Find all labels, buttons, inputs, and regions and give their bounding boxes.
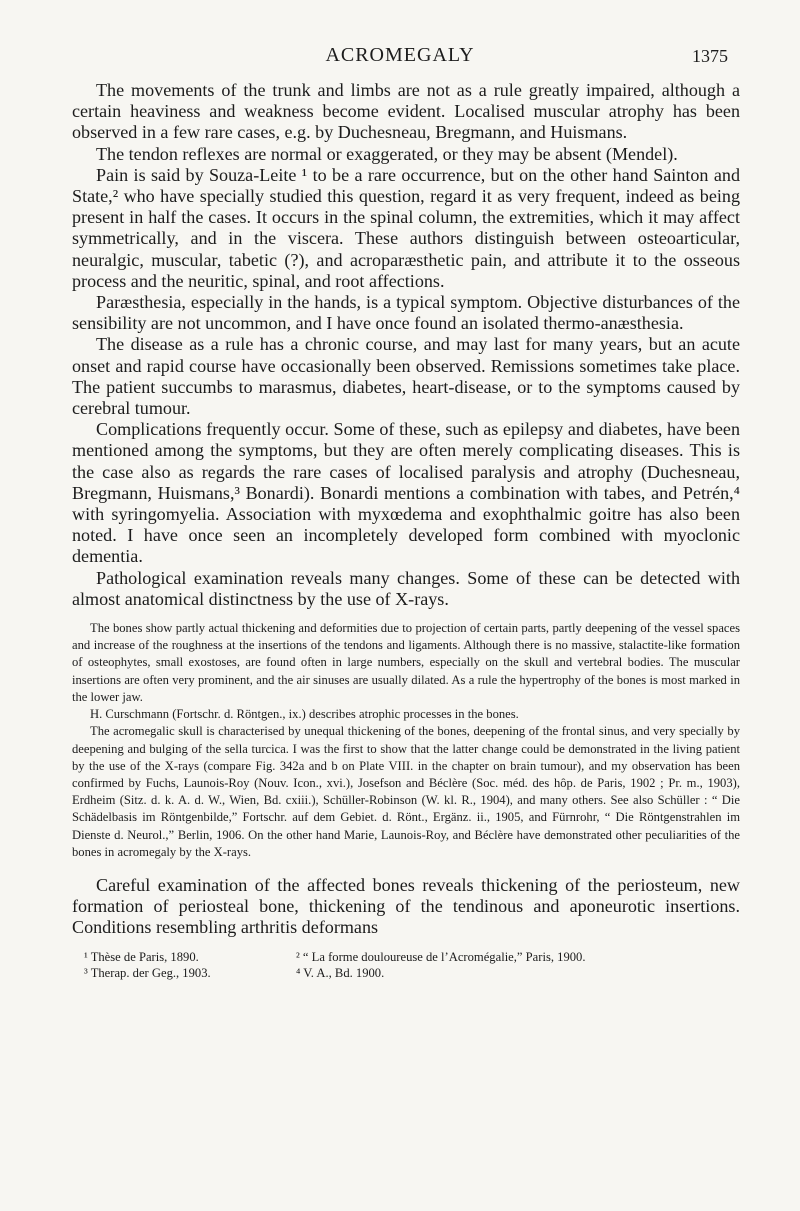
page-header bbox=[0, 44, 800, 74]
footnotes bbox=[72, 949, 740, 981]
paragraph-reflexes: The tendon reflexes are normal or exaggerated, or they may be absent (Mendel). bbox=[96, 143, 678, 164]
running-title: ACROMEGALY bbox=[325, 44, 475, 66]
footnote-4: ⁴ V. A., Bd. 1900. bbox=[296, 965, 385, 980]
paragraph-complications: Complications frequently occur. Some of these, such as epilepsy and diabetes, have been mentioned among the symptoms, but they are often merely complicating diseases. This is the case also as regards the rare cases of localised paralysis and atrophy (Duchesneau, Bregmann, Huismans,³ Bonardi). Bonardi mentions a combination with tabes, and Petrén,⁴ with syringomyelia. Association with myxœdema and exophthalmic goitre has also been noted. I have once seen an incompletely developed form combined with myoclonic dementia. bbox=[72, 419, 740, 567]
paragraph-paraesthesia: Paræsthesia, especially in the hands, is a typical symptom. Objective disturbances of the sensibility are not uncommon, and I have once found an isolated thermo-anæsthesia. bbox=[72, 292, 740, 334]
page-number: 1375 bbox=[692, 46, 728, 66]
footnote-3: ³ Therap. der Geg., 1903. bbox=[84, 965, 211, 980]
footnote-2: ² “ La forme douloureuse de l’Acromégalie,” Paris, 1900. bbox=[296, 949, 586, 964]
small-print-section bbox=[72, 620, 740, 861]
paragraph-pain: Pain is said by Souza-Leite ¹ to be a rare occurrence, but on the other hand Sainton and State,² who have specially studied this question, regard it as very frequent, indeed as being present in half the cases. It occurs in the spinal column, the extremities, which it may affect symmetrically, and in the viscera. These authors distinguish between osteoarticular, neuralgic, muscular, tabetic (?), and acroparæsthetic pain, and attribute it to the osseous process and the neuritic, spinal, and root affections. bbox=[72, 164, 740, 291]
paragraph-movements: The movements of the trunk and limbs are not as a rule greatly impaired, although a certain heaviness and weakness become evident. Localised muscular atrophy has been observed in a few rare cases, e.g. by Duchesneau, Bregmann, and Huismans. bbox=[72, 80, 740, 143]
paragraph-course: The disease as a rule has a chronic course, and may last for many years, but an acute onset and rapid course have occasionally been observed. Remissions sometimes take place. The patient succumbs to marasmus, diabetes, heart-disease, or to the symptoms caused by cerebral tumour. bbox=[72, 334, 740, 419]
small-print-bones: The bones show partly actual thickening and deformities due to projection of certain parts, partly deepening of the vessel spaces and increase of the roughness at the insertions of the tendons and ligaments. Although there is no massive, stalactite-like formation of osteophytes, small exostoses, are found often in large numbers, especially on the skull and vertebral bodies. The muscular insertions are often very prominent, and the air sinuses are usually dilated. As a rule the hypertrophy of the bones is most marked in the lower jaw. bbox=[72, 621, 740, 704]
footnote-1: ¹ Thèse de Paris, 1890. bbox=[84, 949, 199, 964]
main-text bbox=[72, 80, 740, 981]
small-print-curschmann: H. Curschmann (Fortschr. d. Röntgen., ix.) describes atrophic processes in the bones. bbox=[90, 707, 519, 722]
paragraph-pathological: Pathological examination reveals many changes. Some of these can be detected with almost anatomical distinctness by the use of X-rays. bbox=[72, 567, 740, 609]
small-print-skull: The acromegalic skull is characterised by unequal thickening of the bones, deepening of the frontal sinus, and very specially by deepening and bulging of the sella turcica. I was the first to show that the latter change could be demonstrated in the living patient by the use of the X-rays (compare Fig. 342a and b on Plate VIII. in the chapter on brain tumour), and my observation has been confirmed by Fuchs, Launois-Roy (Nouv. Icon., xvi.), Josefson and Béclère (Soc. méd. des hôp. de Paris, 1902 ; Pr. m., 1903), Erdheim (Sitz. d. k. A. d. W., Wien, Bd. cxiii.), Schüller-Robinson (W. kl. R., 1904), and many others. See also Schüller : “ Die Schädelbasis im Röntgenbilde,” Fortschr. auf dem Gebiet. d. Rönt., Ergänz. ii., 1905, and Fürnrohr, “ Die Röntgenstrahlen im Dienste d. Neurol.,” Berlin, 1906. On the other hand Marie, Launois-Roy, and Béclère have demonstrated other peculiarities of the bones in acromegaly by the X-rays. bbox=[72, 724, 740, 859]
paragraph-careful-examination: Careful examination of the affected bones reveals thickening of the periosteum, new formation of periosteal bone, thickening of the tendinous and aponeurotic insertions. Conditions resembling arthritis deformans bbox=[72, 874, 740, 938]
